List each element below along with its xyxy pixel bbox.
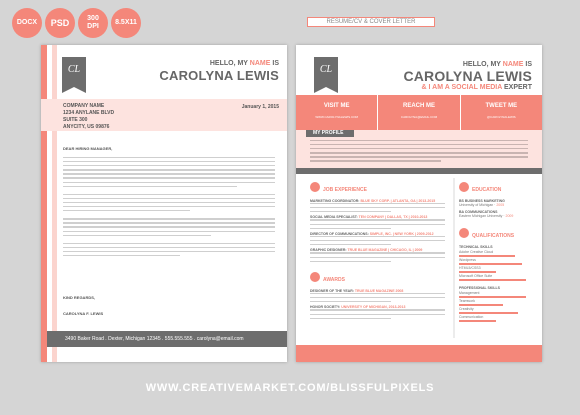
skill-name: Teamwork — [459, 299, 475, 303]
format-badge-psd: PSD — [45, 8, 75, 38]
profile-band — [296, 130, 542, 168]
contact-website[interactable]: VISIT ME WWW.CAROLYNALEWIS.COM — [296, 95, 378, 130]
resume-footer-band — [296, 345, 542, 362]
skill-level-bar — [459, 320, 496, 322]
letter-body — [63, 157, 275, 259]
skill-name: Management — [459, 291, 480, 295]
accent-stripe-light — [52, 45, 57, 362]
skill-name: Adobe Creative Cloud — [459, 250, 494, 254]
technical-skills-title: TECHNICAL SKILLS — [459, 245, 493, 249]
format-badge-dpi: 300 DPI — [78, 8, 108, 38]
company-address: COMPANY NAME 1234 ANYLANE BLVD SUITE 300 ANYCITY, US 09876 — [63, 103, 115, 130]
closing: KIND REGARDS, — [63, 295, 96, 300]
monogram-logo: CL — [62, 57, 86, 87]
technical-skills-list — [459, 250, 533, 281]
cover-letter-page — [41, 45, 287, 362]
skill-name: Creativity — [459, 307, 474, 311]
column-divider — [453, 178, 455, 338]
skill-level-bar — [459, 255, 515, 257]
signature-name: CAROLYNA F. LEWIS — [63, 311, 104, 316]
resume-page — [296, 45, 542, 362]
greeting-line: HELLO, MY NAME IS — [209, 60, 279, 67]
professional-skills-list — [459, 291, 533, 322]
divider-bar — [296, 168, 542, 174]
skill-level-bar — [459, 312, 518, 314]
graduation-cap-icon — [459, 182, 469, 192]
briefcase-icon — [310, 182, 320, 192]
format-badge-size: 8.5X11 — [111, 8, 141, 38]
contact-email[interactable]: REACH ME CAROLYNA@EMAIL.COM — [378, 95, 460, 130]
accent-stripe — [41, 45, 47, 362]
skill-name: Wordpress — [459, 258, 476, 262]
job-entry: DIRECTOR OF COMMUNICATIONS: SIMPLE, INC. | NEW YORK | 2009-2012 — [310, 232, 445, 245]
education-entry: BA COMMUNICATIONS Eastern Michigan University · 2009 — [459, 210, 514, 218]
education-entry: BS BUSINESS MARKETING University of Michigan · 2005 — [459, 199, 505, 207]
company-band — [41, 99, 287, 131]
qualifications-title: QUALIFICATIONS — [472, 233, 515, 239]
profile-tab: MY PROFILE — [306, 130, 354, 137]
job-entry: MARKETING COORDINATOR: BLUE SKY CORP. | ATLANTA, GA | 2013-2015 — [310, 199, 445, 212]
skill-level-bar — [459, 304, 503, 306]
award-entry: HONOR SOCIETY: UNIVERSITY OF MICHIGAN, 2013-2013 — [310, 305, 445, 318]
letter-date: January 1, 2015 — [241, 104, 279, 110]
greeting-line: HELLO, MY NAME IS — [462, 61, 532, 68]
job-experience-section — [310, 178, 445, 322]
skill-level-bar — [459, 271, 496, 273]
profile-text — [310, 140, 528, 165]
letter-name: CAROLYNA LEWIS — [159, 68, 279, 83]
sidebar-column — [459, 178, 533, 322]
letter-footer: 3490 Baker Road . Dexter, Michigan 12345 . 555.555.555 . carolyna@email.com — [47, 331, 287, 347]
product-banner: RESUME/CV & COVER LETTER — [307, 17, 435, 27]
award-icon — [310, 272, 320, 282]
skill-level-bar — [459, 296, 526, 298]
job-experience-title: JOB EXPERIENCE — [323, 187, 367, 193]
skill-name: HTML5/CSS3 — [459, 266, 481, 270]
awards-title: AWARDS — [323, 276, 345, 283]
resume-header — [403, 61, 532, 91]
footer-url[interactable]: WWW.CREATIVEMARKET.COM/BLISSFULPIXELS — [145, 382, 435, 394]
star-icon — [459, 228, 469, 238]
skill-name: Communication — [459, 315, 484, 319]
professional-skills-title: PROFESSIONAL SKILLS — [459, 286, 500, 290]
resume-tagline: & I AM A SOCIAL MEDIA EXPERT — [421, 84, 532, 91]
job-entry: GRAPHIC DESIGNER: TRUE BLUE MAGAZINE | CHICAGO, IL | 2009 — [310, 248, 445, 261]
letter-header — [159, 60, 279, 83]
resume-name: CAROLYNA LEWIS — [403, 68, 532, 84]
award-entry: DESIGNER OF THE YEAR: TRUE BLUE MAGAZINE 2008 — [310, 289, 445, 302]
education-title: EDUCATION — [472, 187, 502, 193]
contact-band — [296, 95, 542, 130]
contact-twitter[interactable]: TWEET ME @CAROLYNALEWIS — [461, 95, 542, 130]
skill-level-bar — [459, 263, 522, 265]
skill-name: Microsoft Office Suite — [459, 274, 493, 278]
format-badge-docx: DOCX — [12, 8, 42, 38]
skill-level-bar — [459, 279, 526, 281]
monogram-logo: CL — [314, 57, 338, 87]
job-entry: SOCIAL MEDIA SPECIALIST: TEN COMPANY | DALLAS, TX | 2010-2013 — [310, 215, 445, 228]
salutation: DEAR HIRING MANAGER, — [63, 146, 113, 151]
